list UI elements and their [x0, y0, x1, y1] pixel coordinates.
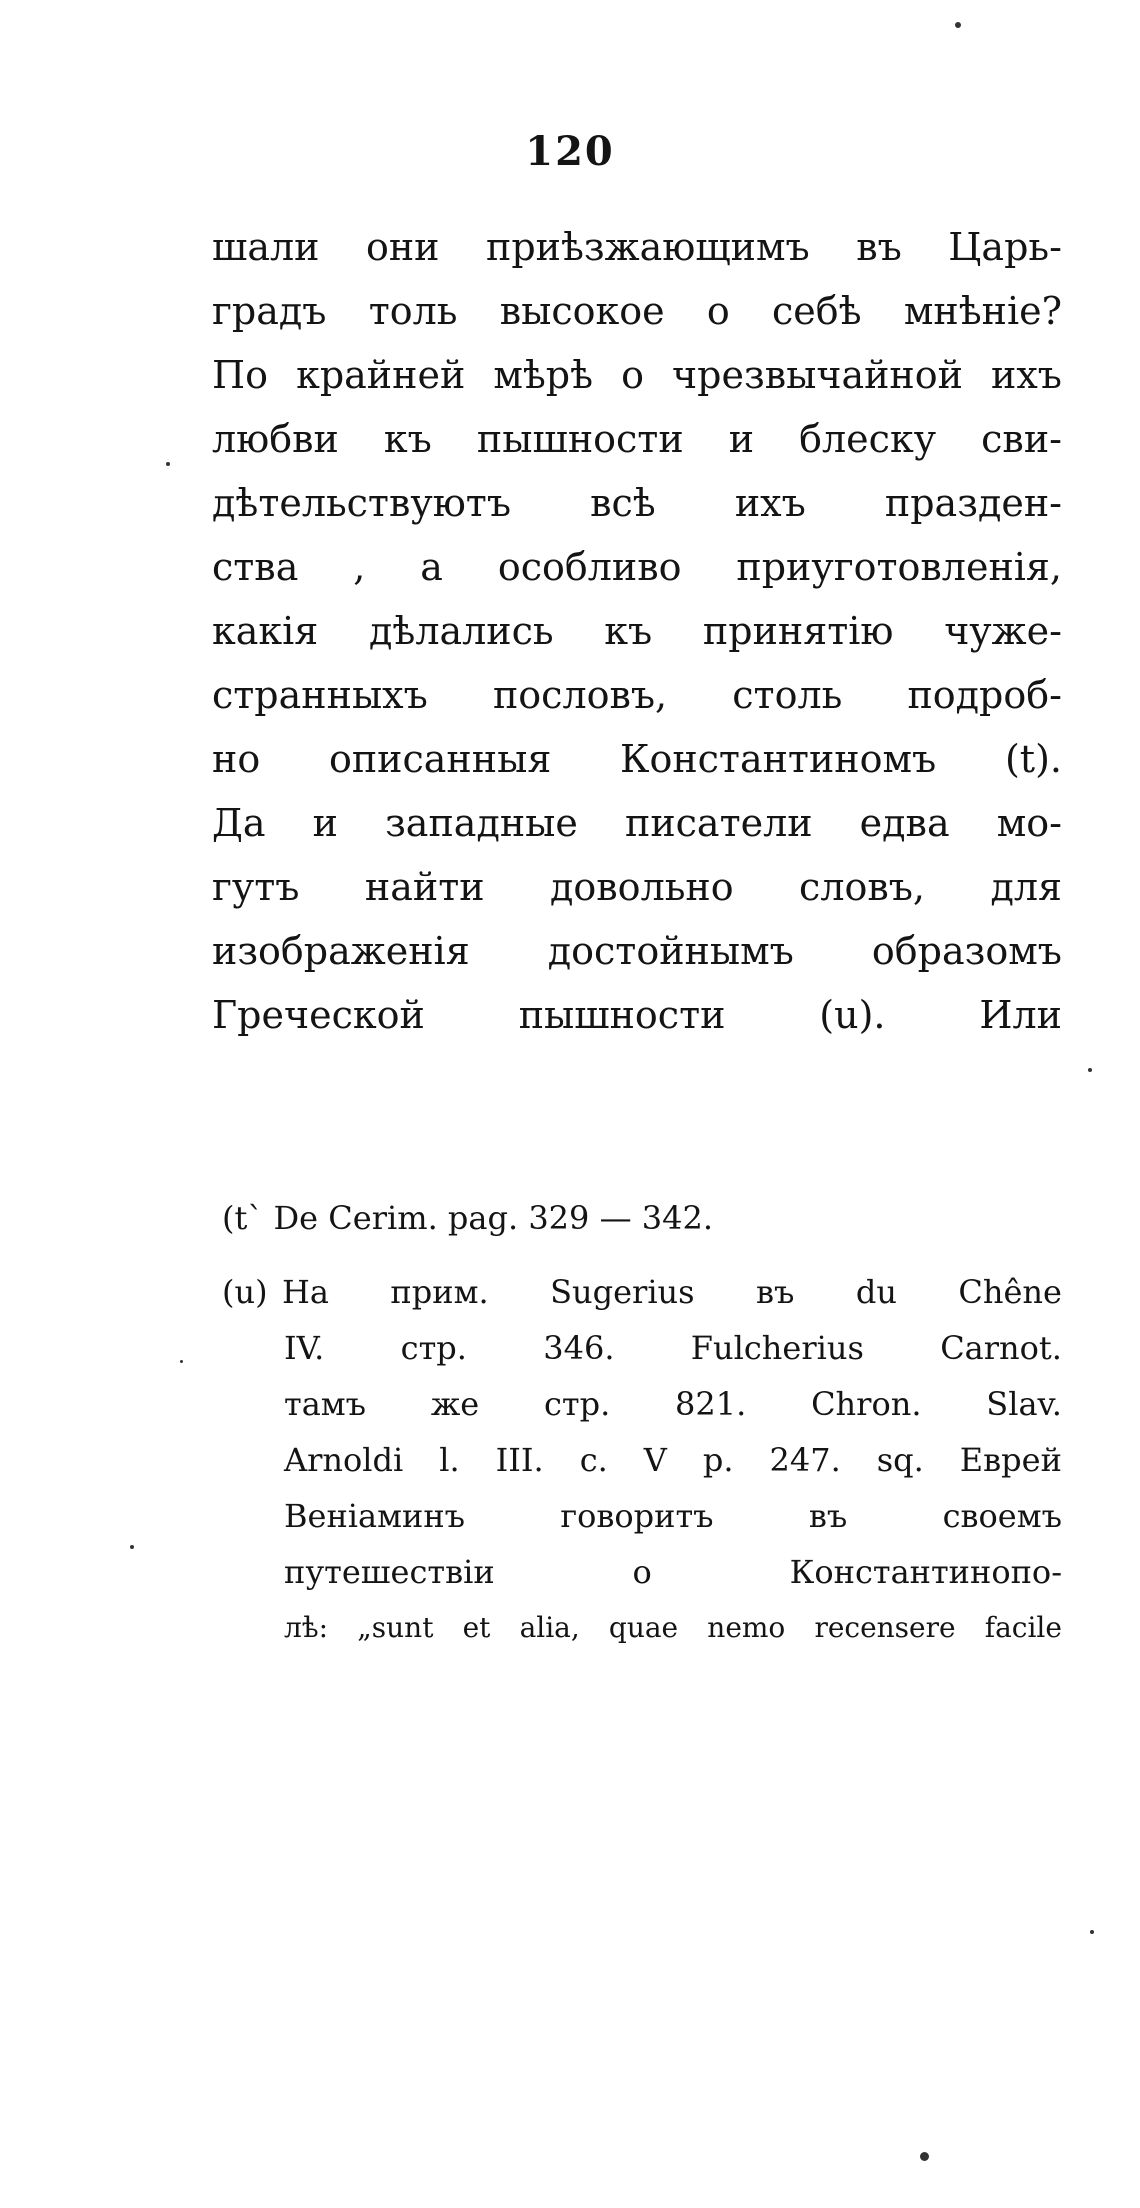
word: c.: [579, 1441, 608, 1479]
word: изображенія: [212, 929, 470, 973]
word: По: [212, 353, 269, 397]
body-line: [212, 535, 1062, 599]
scan-speck: [130, 1545, 134, 1549]
word: et: [462, 1611, 491, 1644]
word: Slav.: [986, 1385, 1062, 1423]
word: III.: [495, 1441, 544, 1479]
word: „sunt: [357, 1611, 434, 1644]
word: себѣ: [772, 289, 862, 333]
word: тамъ: [284, 1385, 367, 1423]
word: du: [855, 1273, 897, 1311]
word: своемъ: [942, 1497, 1062, 1535]
scan-speck: [180, 1360, 183, 1363]
word: p.: [702, 1441, 734, 1479]
word: путешествіи: [284, 1553, 495, 1591]
word: На: [282, 1273, 329, 1311]
word: facile: [984, 1611, 1062, 1644]
word: Или: [979, 993, 1062, 1037]
word: прим.: [390, 1273, 489, 1311]
word: IV.: [284, 1329, 325, 1367]
word: Еврей: [959, 1441, 1062, 1479]
footnote-u-line: [222, 1432, 1062, 1488]
word: приѣзжающимъ: [486, 225, 810, 269]
word: пословъ,: [492, 673, 668, 717]
scan-speck: [166, 462, 170, 466]
body-line: [212, 727, 1062, 791]
word: Константинопо-: [789, 1553, 1062, 1591]
body-line: [212, 791, 1062, 855]
word: въ: [856, 225, 902, 269]
word: градъ: [212, 289, 327, 333]
footnote-t-marker: (t`: [222, 1199, 264, 1237]
scan-speck: [1088, 1068, 1092, 1072]
word: же: [430, 1385, 480, 1423]
word: nemo: [707, 1611, 786, 1644]
word: къ: [383, 417, 432, 461]
word: Веніаминъ: [284, 1497, 465, 1535]
body-line: [212, 215, 1062, 279]
word: alia,: [519, 1611, 580, 1644]
word: Carnot.: [940, 1329, 1062, 1367]
word: крайней: [296, 353, 466, 397]
scan-speck: [920, 2152, 929, 2161]
word: ,: [353, 545, 366, 589]
footnote-u-text: [282, 1264, 1062, 1320]
word: Arnoldi: [284, 1441, 404, 1479]
word: мѣрѣ: [493, 353, 594, 397]
footnote-u-text: [284, 1600, 1062, 1656]
word: Да: [212, 801, 266, 845]
body-line: [212, 855, 1062, 919]
word: стр.: [400, 1329, 467, 1367]
word: recensere: [814, 1611, 956, 1644]
word: любви: [212, 417, 339, 461]
footnote-u-line: [222, 1376, 1062, 1432]
word: особливо: [497, 545, 682, 589]
word: (u).: [819, 993, 886, 1037]
word: образомъ: [871, 929, 1062, 973]
word: описанныя: [328, 737, 552, 781]
word: Fulcherius: [690, 1329, 864, 1367]
page-number: 120: [525, 128, 615, 175]
word: дѣлались: [369, 609, 554, 653]
word: шали: [212, 225, 320, 269]
body-line: [212, 983, 1062, 1047]
word: столь: [732, 673, 843, 717]
word: чрезвычайной: [672, 353, 963, 397]
word: о: [632, 1553, 652, 1591]
word: l.: [439, 1441, 460, 1479]
word: 346.: [543, 1329, 615, 1367]
word: о: [621, 353, 644, 397]
word: Chron.: [811, 1385, 922, 1423]
body-line: [212, 599, 1062, 663]
body-line: [212, 279, 1062, 343]
word: sq.: [876, 1441, 924, 1479]
word: пышности: [518, 993, 726, 1037]
word: ихъ: [991, 353, 1062, 397]
footnote-t: [222, 1190, 1062, 1246]
word: подроб-: [907, 673, 1062, 717]
word: и: [728, 417, 755, 461]
word: Греческой: [212, 993, 425, 1037]
word: стр.: [543, 1385, 611, 1423]
word: высокое: [499, 289, 665, 333]
word: принятію: [702, 609, 894, 653]
scan-speck: [955, 22, 961, 28]
word: Sugerius: [550, 1273, 695, 1311]
footnote-u-line: [222, 1544, 1062, 1600]
word: мнѣніе?: [903, 289, 1062, 333]
word: чуже-: [944, 609, 1062, 653]
word: а: [420, 545, 443, 589]
footnote-t-text: De Cerim. pag. 329 — 342.: [273, 1199, 713, 1237]
word: 821.: [675, 1385, 747, 1423]
word: ихъ: [734, 481, 806, 525]
body-line: [212, 663, 1062, 727]
scan-speck: [1090, 1930, 1094, 1934]
footnote-u: [222, 1264, 1062, 1656]
word: къ: [604, 609, 653, 653]
word: писатели: [625, 801, 813, 845]
word: для: [990, 865, 1062, 909]
footnote-u-line: [222, 1264, 1062, 1320]
word: о: [706, 289, 730, 333]
word: словъ,: [799, 865, 925, 909]
footnote-u-marker: (u): [222, 1273, 268, 1311]
footnote-u-text: [284, 1432, 1062, 1488]
body-line: [212, 471, 1062, 535]
word: Chêne: [958, 1273, 1062, 1311]
word: какія: [212, 609, 319, 653]
body-line: [212, 407, 1062, 471]
word: ства: [212, 545, 299, 589]
footnote-u-line: [222, 1488, 1062, 1544]
word: лѣ:: [284, 1611, 329, 1644]
word: и: [312, 801, 338, 845]
word: quae: [608, 1611, 679, 1644]
body-line: [212, 919, 1062, 983]
footnote-u-text: [284, 1320, 1062, 1376]
word: мо-: [996, 801, 1062, 845]
word: пышности: [476, 417, 684, 461]
word: довольно: [550, 865, 734, 909]
word: они: [365, 225, 440, 269]
word: но: [212, 737, 261, 781]
word: празден-: [884, 481, 1062, 525]
word: (t).: [1004, 737, 1062, 781]
word: толь: [368, 289, 458, 333]
word: Константиномъ: [620, 737, 937, 781]
word: V: [643, 1441, 667, 1479]
word: Царь-: [948, 225, 1062, 269]
word: дѣтельствуютъ: [212, 481, 511, 525]
word: западные: [385, 801, 578, 845]
footnote-u-line: [222, 1320, 1062, 1376]
word: 247.: [769, 1441, 841, 1479]
word: найти: [364, 865, 485, 909]
footnote-u-text: [284, 1376, 1062, 1432]
body-text: [212, 215, 1062, 1047]
word: блеску: [799, 417, 937, 461]
word: достойнымъ: [547, 929, 794, 973]
word: всѣ: [590, 481, 656, 525]
footnotes: [222, 1190, 1062, 1656]
footnote-u-text: [284, 1488, 1062, 1544]
word: говоритъ: [560, 1497, 714, 1535]
word: странныхъ: [212, 673, 428, 717]
word: едва: [859, 801, 950, 845]
word: сви-: [981, 417, 1062, 461]
footnote-u-text: [284, 1544, 1062, 1600]
word: въ: [756, 1273, 795, 1311]
word: въ: [808, 1497, 848, 1535]
word: приуготовленія,: [736, 545, 1062, 589]
body-line: [212, 343, 1062, 407]
word: гутъ: [212, 865, 300, 909]
footnote-u-line: [222, 1600, 1062, 1656]
